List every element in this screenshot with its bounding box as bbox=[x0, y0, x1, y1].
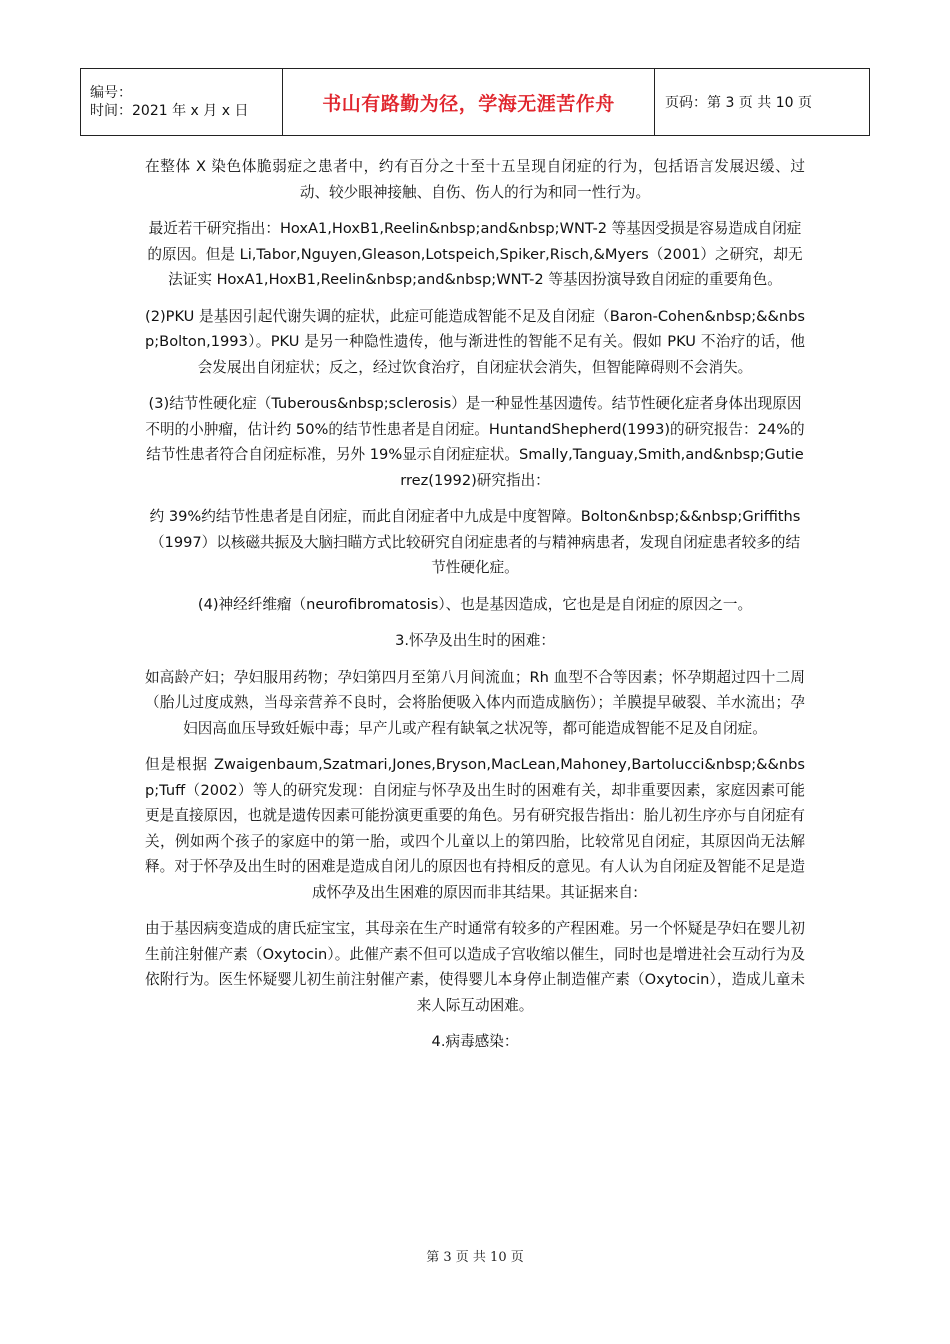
paragraph-pregnancy-factors: 如高龄产妇；孕妇服用药物；孕妇第四月至第八月间流血；Rh 血型不合等因素；怀孕期超过四十二周（胎儿过度成熟，当母亲营养不良时，会将胎便吸入体内而造成脑伤）；羊膜提早破裂、羊水流出；孕妇因高血压导致妊娠中毒；早产儿或产程有缺氧之状况等，都可能造成智能不足及自闭症。 bbox=[145, 668, 805, 737]
header-motto: 书山有路勤为径，学海无涯苦作舟 bbox=[322, 92, 615, 115]
paragraph-fragile-x: 在整体 X 染色体脆弱症之患者中，约有百分之十至十五呈现自闭症的行为，包括语言发展迟缓、过动、较少眼神接触、自伤、伤人的行为和同一性行为。 bbox=[145, 158, 805, 201]
paragraph-zwaigenbaum: 但是根据 Zwaigenbaum,Szatmari,Jones,Bryson,MacLean,Mahoney,Bartolucci&nbsp;&&nbsp;Tuff（2002）等人的研究发现：自闭症与怀孕及出生时的困难有关，却非重要因素，家庭因素可能更是直接原因，也就是遗传因素可能扮演更重要的角色。另有研究报告指出：胎儿初生序亦与自闭症有关，例如两个孩子的家庭中的第一胎，或四个儿童以上的第四胎，比较常见自闭症，其原因尚无法解释。对于怀孕及出生时的困难是造成自闭儿的原因也有持相反的意见。有人认为自闭症及智能不足是造成怀孕及出生困难的原因而非其结果。其证据来自: bbox=[145, 756, 805, 901]
header-meta bbox=[81, 69, 283, 135]
page-header bbox=[80, 68, 870, 136]
page-number-label: 页码：第 3 页 共 10 页 bbox=[665, 95, 812, 111]
document-body bbox=[145, 154, 805, 1066]
paragraph-tuberous-sclerosis: (3)结节性硬化症（Tuberous&nbsp;sclerosis）是一种显性基因遗传。结节性硬化症者身体出现原因不明的小肿瘤，估计约 50%的结节性患者是自闭症。HuntandShepherd(1993)的研究报告：24%的结节性患者符合自闭症标准，另外 19%显示自闭症症状。Smally,Tanguay,Smith,and&nbsp;Gutierrez(1992)研究指出： bbox=[145, 395, 805, 489]
document-date: 时间：2021 年 x 月 x 日 bbox=[90, 103, 249, 119]
paragraph-pku: (2)PKU 是基因引起代谢失调的症状，此症可能造成智能不足及自闭症（Baron-Cohen&nbsp;&&nbsp;Bolton,1993）。PKU 是另一种隐性遗传，他与渐进性的智能不足有关。假如 PKU 不治疗的话，他会发展出自闭症状；反之，经过饮食治疗，自闭症状会消失，但智能障碍则不会消失。 bbox=[145, 307, 805, 376]
paragraph-oxytocin: 由于基因病变造成的唐氏症宝宝，其母亲在生产时通常有较多的产程困难。另一个怀疑是孕妇在婴儿初生前注射催产素（Oxytocin）。此催产素不但可以造成子宫收缩以催生，同时也是增进社会互动行为及依附行为。医生怀疑婴儿初生前注射催产素，使得婴儿本身停止制造催产素（Oxytocin），造成儿童未来人际互动困难。 bbox=[145, 920, 805, 1014]
section-heading-virus: 4.病毒感染： bbox=[431, 1033, 519, 1050]
paragraph-tuberous-sclerosis-cont: 约 39%约结节性患者是自闭症，而此自闭症者中九成是中度智障。Bolton&nbsp;&&nbsp;Griffiths（1997）以核磁共振及大脑扫瞄方式比较研究自闭症患者的与精神病患者，发现自闭症患者较多的结节性硬化症。 bbox=[149, 508, 801, 576]
document-number: 编号： bbox=[90, 85, 132, 101]
section-heading-pregnancy: 3.怀孕及出生时的困难： bbox=[395, 632, 555, 649]
paragraph-neurofibromatosis: (4)神经纤维瘤（neurofibromatosis）、也是基因造成，它也是是自闭症的原因之一。 bbox=[197, 595, 753, 613]
header-motto-cell bbox=[283, 69, 655, 135]
paragraph-gene-research: 最近若干研究指出：HoxA1,HoxB1,Reelin&nbsp;and&nbsp;WNT-2 等基因受损是容易造成自闭症的原因。但是 Li,Tabor,Nguyen,Gleason,Lotspeich,Spiker,Risch,&Myers（2001）之研究，却无法证实 HoxA1,HoxB1,Reelin&nbsp;and&nbsp;WNT-2 等基因扮演导致自闭症的重要角色。 bbox=[147, 220, 803, 288]
page-footer: 第 3 页 共 10 页 bbox=[426, 1250, 524, 1265]
header-page-info bbox=[655, 69, 869, 135]
